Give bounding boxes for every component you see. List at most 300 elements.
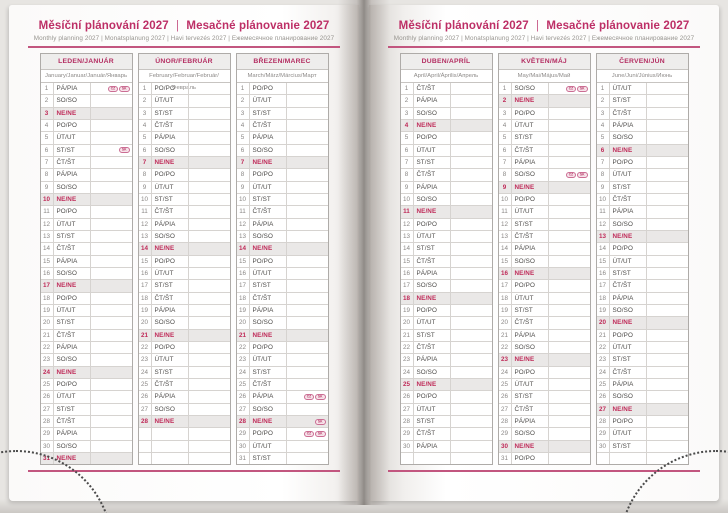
notes-cell [287,219,328,230]
notes-cell [91,379,132,390]
day-number: 26 [597,391,610,402]
notes-cell [549,83,590,94]
notes-cell [451,157,492,168]
day-name: SO/SO [414,280,451,291]
day-name [610,453,647,464]
day-name: PÁ/PIA [54,256,91,267]
day-name: PO/PO [54,379,91,390]
empty-row [139,453,230,464]
notes-cell [91,404,132,415]
day-row [139,367,230,379]
day-row [401,108,492,120]
day-number: 29 [237,428,250,439]
day-row [597,243,688,255]
day-row [597,120,688,132]
day-number: 27 [401,404,414,415]
day-number: 22 [499,342,512,353]
day-number: 10 [499,194,512,205]
day-name: ČT/ŠT [250,293,287,304]
day-number: 10 [41,194,54,205]
day-number: 24 [237,367,250,378]
notes-cell [287,243,328,254]
day-name: ČT/ŠT [610,367,647,378]
page-title [369,20,719,32]
day-name: ST/ST [152,367,189,378]
day-name: SO/SO [610,305,647,316]
page-header-left [9,5,359,48]
day-row [499,453,590,464]
day-number: 23 [139,354,152,365]
day-name: NE/NE [152,416,189,427]
day-name: ST/ST [512,132,549,143]
month-column [498,53,591,465]
day-number: 5 [237,132,250,143]
day-row [401,83,492,95]
notes-cell [549,231,590,242]
notes-cell [189,441,230,452]
day-number: 26 [401,391,414,402]
notes-cell [91,219,132,230]
day-row [597,157,688,169]
notes-cell [549,219,590,230]
day-row [499,95,590,107]
day-number: 12 [237,219,250,230]
day-number: 3 [597,108,610,119]
notes-cell [287,354,328,365]
notes-cell [91,145,132,156]
notes-cell [549,169,590,180]
day-row [41,256,132,268]
day-row [237,145,328,157]
day-row [597,219,688,231]
notes-cell [287,194,328,205]
notes-cell [549,416,590,427]
day-row [41,95,132,107]
day-row [401,293,492,305]
day-name: ST/ST [414,157,451,168]
day-row [139,120,230,132]
day-row [139,317,230,329]
day-name: ÚT/UT [54,132,91,143]
day-number: 20 [597,317,610,328]
day-name: PO/PO [152,256,189,267]
month-title: BŘEZEN/MAREC [237,54,328,70]
month-grid [41,83,132,464]
notes-cell [451,243,492,254]
day-row [41,280,132,292]
bottom-rule [388,470,700,472]
day-row [41,428,132,440]
notes-cell [451,441,492,452]
day-row [499,305,590,317]
day-number: 23 [401,354,414,365]
day-row [597,441,688,453]
day-row [597,83,688,95]
day-name: NE/NE [152,157,189,168]
day-number: 6 [139,145,152,156]
month-grid [597,83,688,464]
holiday-badge-sk: SK [577,86,587,92]
notes-cell [189,416,230,427]
notes-cell [287,428,328,439]
day-number: 20 [139,317,152,328]
notes-cell [451,416,492,427]
notes-cell [189,95,230,106]
day-name: PO/PO [610,243,647,254]
holiday-badge-cz: CZ [304,394,314,400]
day-number: 1 [597,83,610,94]
day-row [597,231,688,243]
day-number: 28 [139,416,152,427]
day-row [237,83,328,95]
day-number: 11 [597,206,610,217]
day-number: 29 [41,428,54,439]
notes-cell [549,293,590,304]
day-row [237,404,328,416]
day-row [237,182,328,194]
day-row [41,268,132,280]
day-row [597,293,688,305]
day-name: NE/NE [414,120,451,131]
notes-cell [189,169,230,180]
day-name: SO/SO [414,367,451,378]
notes-cell [451,83,492,94]
day-number: 21 [499,330,512,341]
day-name: NE/NE [512,95,549,106]
day-number: 24 [139,367,152,378]
day-name: SO/SO [250,231,287,242]
month-title: LEDEN/JANUÁR [41,54,132,70]
day-name: ÚT/UT [512,379,549,390]
day-name: PO/PO [250,169,287,180]
day-row [597,404,688,416]
notes-cell [451,379,492,390]
day-name [152,441,189,452]
day-row [139,280,230,292]
day-row [41,453,132,464]
notes-cell [451,231,492,242]
holiday-badge-sk: SK [315,419,325,425]
notes-cell [287,95,328,106]
day-number: 4 [401,120,414,131]
day-number: 4 [237,120,250,131]
day-name: SO/SO [54,354,91,365]
title-czech: Měsíční plánování 2027 [398,20,529,32]
page-header-right [369,5,719,48]
day-number: 7 [597,157,610,168]
day-name: NE/NE [414,293,451,304]
day-number: 7 [41,157,54,168]
day-name: PO/PO [54,293,91,304]
notes-cell [189,268,230,279]
day-row [139,379,230,391]
day-name: SO/SO [250,404,287,415]
day-number: 7 [139,157,152,168]
day-row [499,231,590,243]
day-number: 19 [139,305,152,316]
day-name: PO/PO [512,194,549,205]
notes-cell [189,157,230,168]
day-number: 1 [401,83,414,94]
page-subtitle: Monthly planning 2027 | Monatsplanung 2027 | Havi tervezés 2027 | Ежемесячное планирование 2027 [393,35,695,42]
day-row [401,169,492,181]
day-name: ČT/ŠT [250,379,287,390]
day-number: 28 [499,416,512,427]
day-number: 1 [237,83,250,94]
day-row [139,219,230,231]
day-name: ST/ST [152,194,189,205]
holiday-badge-sk: SK [577,172,587,178]
day-row [499,354,590,366]
day-row [41,120,132,132]
day-row [499,108,590,120]
day-name: PO/PO [152,83,189,94]
title-slovak: Mesačné plánovanie 2027 [186,20,330,32]
day-number: 28 [597,416,610,427]
day-row [401,391,492,403]
notes-cell [91,330,132,341]
day-row [401,95,492,107]
day-row [237,428,328,440]
notes-cell [647,453,688,464]
notes-cell [549,453,590,464]
day-number: 13 [597,231,610,242]
notes-cell [91,132,132,143]
day-name: NE/NE [610,317,647,328]
day-row [237,293,328,305]
day-name: SO/SO [414,108,451,119]
day-row [139,268,230,280]
day-row [41,317,132,329]
day-row [499,145,590,157]
day-row [237,305,328,317]
day-number: 27 [499,404,512,415]
notes-cell [287,182,328,193]
day-row [139,169,230,181]
day-row [597,354,688,366]
day-row [41,194,132,206]
day-name: PO/PO [152,342,189,353]
day-name: ST/ST [250,280,287,291]
day-row [237,354,328,366]
day-number: 16 [139,268,152,279]
day-number: 4 [597,120,610,131]
notes-cell [91,354,132,365]
day-row [401,157,492,169]
notes-cell [451,330,492,341]
day-row [237,194,328,206]
day-name: NE/NE [250,243,287,254]
notes-cell [451,219,492,230]
day-number: 15 [139,256,152,267]
day-name: ČT/ŠT [152,379,189,390]
day-row [401,194,492,206]
day-name: ST/ST [54,317,91,328]
notes-cell [549,342,590,353]
day-number: 14 [139,243,152,254]
day-name: SO/SO [54,268,91,279]
day-name: PO/PO [414,219,451,230]
day-row [597,194,688,206]
day-row [41,206,132,218]
day-number: 16 [499,268,512,279]
day-name: NE/NE [54,280,91,291]
day-name: PÁ/PIA [54,428,91,439]
day-row [499,120,590,132]
day-number: 21 [41,330,54,341]
day-name: PO/PO [250,256,287,267]
day-number: 30 [237,441,250,452]
day-row [597,305,688,317]
holiday-badge-sk: SK [119,86,129,92]
day-number: 6 [499,145,512,156]
day-row [597,256,688,268]
day-row [597,206,688,218]
day-number: 4 [499,120,512,131]
day-number: 3 [237,108,250,119]
day-name: SO/SO [54,95,91,106]
day-number: 20 [41,317,54,328]
day-row [597,132,688,144]
day-row [597,367,688,379]
day-row [139,83,230,95]
day-row [139,404,230,416]
day-name [152,453,189,464]
notes-cell [189,108,230,119]
day-name: ST/ST [610,354,647,365]
notes-cell [647,206,688,217]
day-row [237,132,328,144]
day-name: SO/SO [54,441,91,452]
day-number: 8 [139,169,152,180]
notes-cell [91,256,132,267]
day-row [237,317,328,329]
notes-cell [189,342,230,353]
day-name: ST/ST [610,182,647,193]
notes-cell [549,305,590,316]
day-number: 10 [237,194,250,205]
day-name: PO/PO [610,416,647,427]
top-rule [28,46,340,48]
notes-cell [287,317,328,328]
day-number: 26 [139,391,152,402]
month-subtitle: February/Februar/Február/Февраль [139,70,230,83]
notes-cell [189,367,230,378]
day-row [499,157,590,169]
day-name: PO/PO [512,367,549,378]
day-number: 14 [597,243,610,254]
notes-cell [287,169,328,180]
day-number: 2 [401,95,414,106]
day-number: 18 [237,293,250,304]
day-number: 21 [597,330,610,341]
day-number: 7 [401,157,414,168]
day-name: NE/NE [610,145,647,156]
page-right [369,5,719,501]
day-row [139,132,230,144]
day-name: ÚT/UT [152,182,189,193]
day-name: PÁ/PIA [512,243,549,254]
month-grid [499,83,590,464]
day-number: 26 [41,391,54,402]
notes-cell [287,268,328,279]
day-number: 15 [597,256,610,267]
notes-cell [91,157,132,168]
day-number: 28 [41,416,54,427]
month-title: KVĚTEN/MÁJ [499,54,590,70]
notes-cell [549,108,590,119]
notes-cell [647,305,688,316]
day-name: ÚT/UT [610,256,647,267]
notes-cell [647,404,688,415]
day-row [499,169,590,181]
day-number: 23 [237,354,250,365]
day-number: 19 [41,305,54,316]
day-number: 27 [597,404,610,415]
day-name: ST/ST [250,108,287,119]
day-name: ÚT/UT [414,404,451,415]
day-row [41,83,132,95]
day-name: PÁ/PIA [610,120,647,131]
day-number: 18 [499,293,512,304]
day-number: 17 [499,280,512,291]
day-number [139,428,152,439]
day-number: 27 [41,404,54,415]
day-number: 25 [499,379,512,390]
day-name: ÚT/UT [610,83,647,94]
day-number: 19 [499,305,512,316]
day-row [41,182,132,194]
day-row [41,108,132,120]
day-name: ÚT/UT [250,268,287,279]
notes-cell [189,293,230,304]
notes-cell [549,206,590,217]
day-name: PO/PO [512,280,549,291]
day-name: ST/ST [610,268,647,279]
notes-cell [287,206,328,217]
day-name: NE/NE [54,108,91,119]
day-name: SO/SO [250,317,287,328]
notes-cell [91,120,132,131]
day-number: 9 [499,182,512,193]
day-row [499,280,590,292]
notes-cell [647,317,688,328]
notes-cell [549,256,590,267]
notes-cell [287,280,328,291]
day-number: 2 [499,95,512,106]
day-row [499,132,590,144]
day-number: 23 [597,354,610,365]
day-name: PO/PO [250,83,287,94]
notes-cell [91,280,132,291]
notes-cell [647,145,688,156]
day-number: 26 [499,391,512,402]
day-number: 25 [237,379,250,390]
notes-cell [287,157,328,168]
day-row [41,354,132,366]
day-row [139,391,230,403]
day-number: 24 [597,367,610,378]
day-name: PO/PO [152,169,189,180]
day-number: 27 [139,404,152,415]
day-name: ÚT/UT [250,95,287,106]
day-row [499,256,590,268]
day-name: PÁ/PIA [414,95,451,106]
day-number: 8 [41,169,54,180]
day-name: PO/PO [512,108,549,119]
day-number: 22 [139,342,152,353]
day-name: PO/PO [414,391,451,402]
